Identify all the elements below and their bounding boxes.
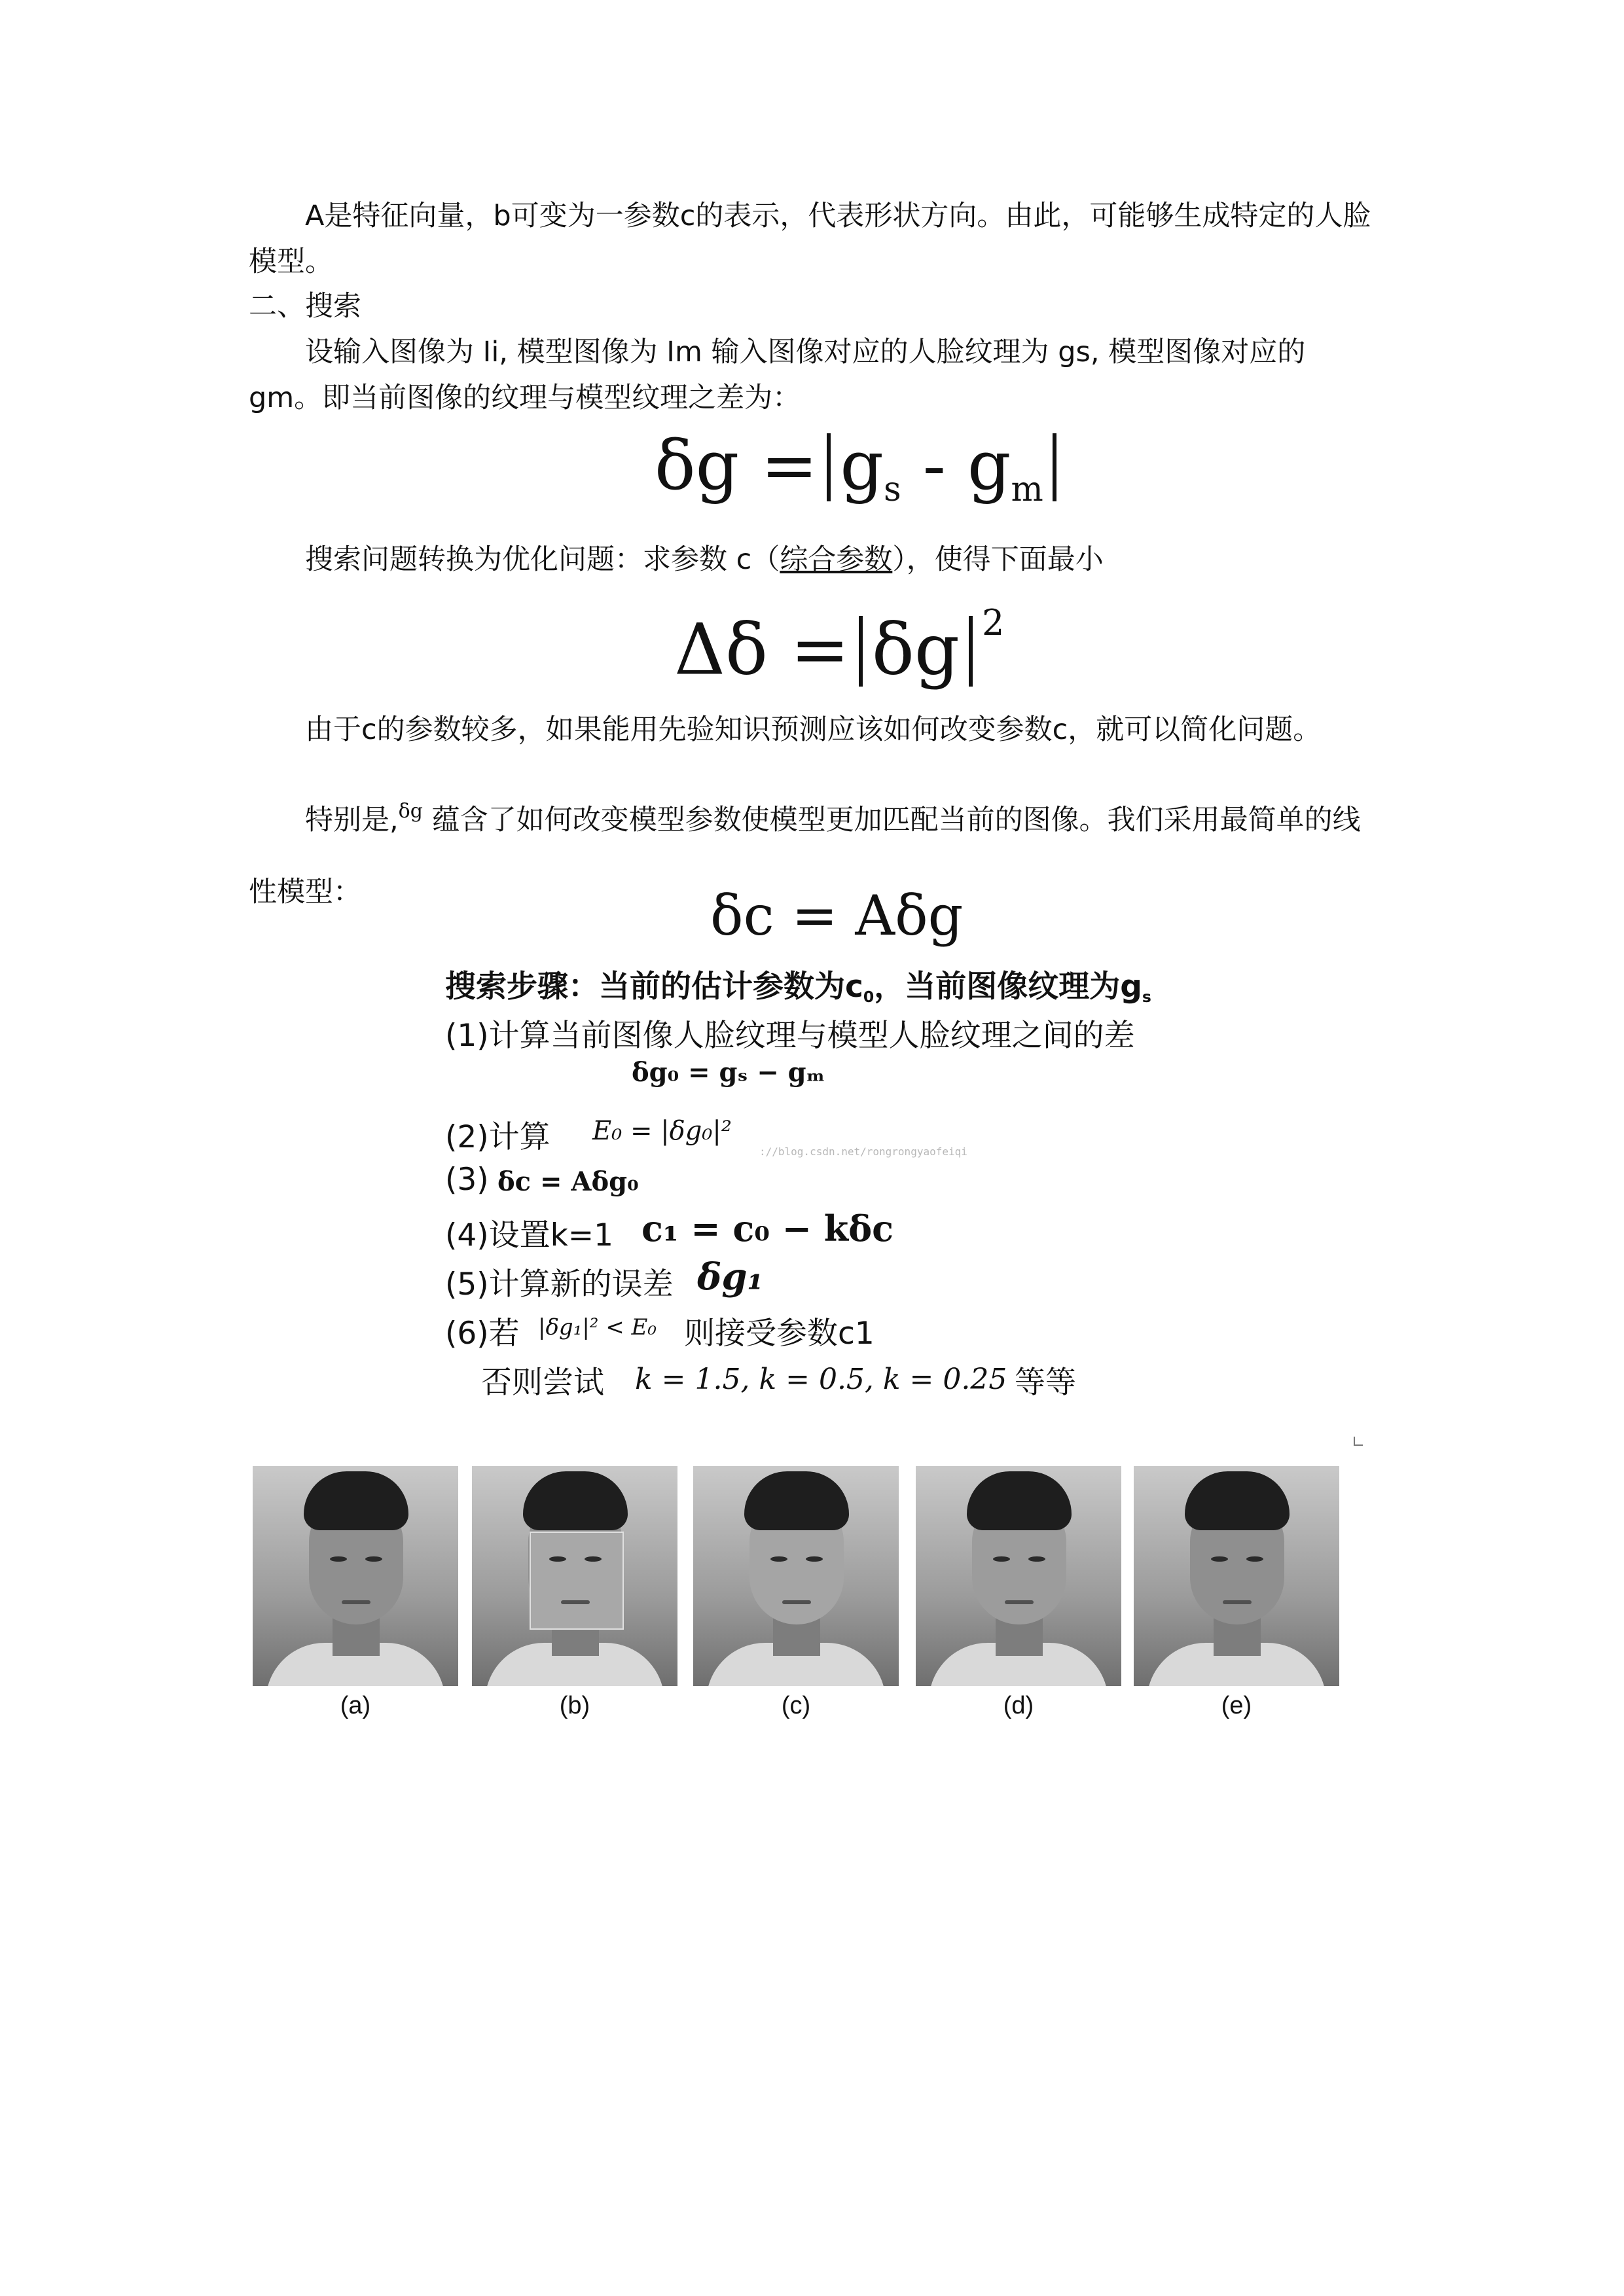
p3-pre: 搜索问题转换为优化问题：求参数 c（ — [305, 543, 780, 576]
step-5-math: δg₁ — [697, 1255, 764, 1299]
step-7-post: 等等 — [1015, 1365, 1076, 1401]
equation-squared-error — [674, 602, 1004, 691]
paragraph-feature-vector: A是特征向量，b可变为一参数c的表示，代表形状方向。由此，可能够生成特定的人脸模型。 — [249, 200, 1371, 278]
face-image-e — [1134, 1466, 1339, 1686]
eq2-lhs: Δδ = — [674, 609, 850, 691]
face-label-d: (d) — [1003, 1692, 1034, 1719]
abs-bar-left — [827, 433, 831, 501]
eq2-exponent: 2 — [982, 602, 1005, 643]
step-6-math: |δg₁|² < E₀ — [538, 1314, 657, 1340]
step-4-math: c₁ = c₀ − kδc — [641, 1208, 894, 1249]
eq1-gs-subscript: s — [883, 470, 901, 510]
link-composite-parameters[interactable]: 综合参数 — [780, 543, 893, 576]
eq1-gs: g — [840, 425, 884, 505]
face-image-a — [253, 1466, 458, 1686]
step-3-math: δc = Aδg₀ — [497, 1166, 639, 1197]
face-label-e: (e) — [1221, 1692, 1252, 1719]
paragraph-optimization — [249, 537, 1381, 583]
steps-title — [445, 962, 1151, 1006]
step-3: (3) — [445, 1162, 489, 1198]
face-label-a: (a) — [340, 1692, 371, 1719]
corner-mark — [1354, 1437, 1363, 1446]
p5-post: 蕴含了如何改变模型参数使模型更加匹配当前的图像。我们采用最简单的线性模型： — [249, 804, 1361, 908]
steps-title-subs: s — [1142, 988, 1151, 1007]
p3-post: ），使得下面最小 — [892, 543, 1104, 576]
step-6-post: 则接受参数c1 — [684, 1316, 875, 1352]
abs-bar-right — [1053, 433, 1056, 501]
step-7-math: k = 1.5, k = 0.5, k = 0.25 — [635, 1363, 1007, 1396]
eq1-lhs: δg = — [655, 425, 818, 505]
equation-texture-difference — [655, 425, 1066, 509]
face-image-b — [472, 1466, 677, 1686]
face-label-b: (b) — [559, 1692, 590, 1719]
step-4: (4)设置k=1 — [445, 1217, 614, 1253]
face-figure — [253, 1466, 1339, 1725]
paragraph-input-image: 设输入图像为 Ii, 模型图像为 Im 输入图像对应的人脸纹理为 gs, 模型图像对应的 gm。即当前图像的纹理与模型纹理之差为： — [249, 336, 1306, 414]
equation-linear-update: δc = Aδg — [710, 884, 964, 948]
step-1-math: δg₀ = gₛ − gₘ — [632, 1057, 825, 1088]
step-2-math: E₀ = |δg₀|² — [592, 1116, 732, 1146]
step-2: (2)计算 — [445, 1119, 550, 1155]
abs-bar-right-2 — [969, 616, 973, 687]
paragraph-prior-knowledge: 由于c的参数较多，如果能用先验知识预测应该如何改变参数c，就可以简化问题。 — [305, 713, 1322, 746]
eq1-minus-gm: - g — [922, 425, 1011, 505]
step-6: (6)若 — [445, 1316, 520, 1352]
steps-title-sub0: 0 — [863, 988, 875, 1007]
face-label-c: (c) — [781, 1692, 811, 1719]
section-heading-search: 二、搜索 — [249, 290, 361, 323]
face-image-c — [693, 1466, 899, 1686]
eq1-gm-subscript: m — [1011, 470, 1043, 510]
step-5: (5)计算新的误差 — [445, 1266, 674, 1302]
watermark: ://blog.csdn.net/rongrongyaofeiqi — [759, 1145, 967, 1158]
step-7: 否则尝试 — [481, 1365, 604, 1401]
step-1: (1)计算当前图像人脸纹理与模型人脸纹理之间的差 — [445, 1018, 1135, 1054]
abs-bar-left-2 — [859, 616, 863, 687]
face-image-d — [916, 1466, 1121, 1686]
p5-delta-g-symbol: δg — [398, 800, 423, 823]
p5-pre: 特别是, — [305, 804, 399, 836]
steps-title-pre: 搜索步骤：当前的估计参数为c — [445, 969, 863, 1005]
eq2-body: δg — [871, 609, 960, 691]
steps-title-mid: ，当前图像纹理为g — [874, 969, 1142, 1005]
